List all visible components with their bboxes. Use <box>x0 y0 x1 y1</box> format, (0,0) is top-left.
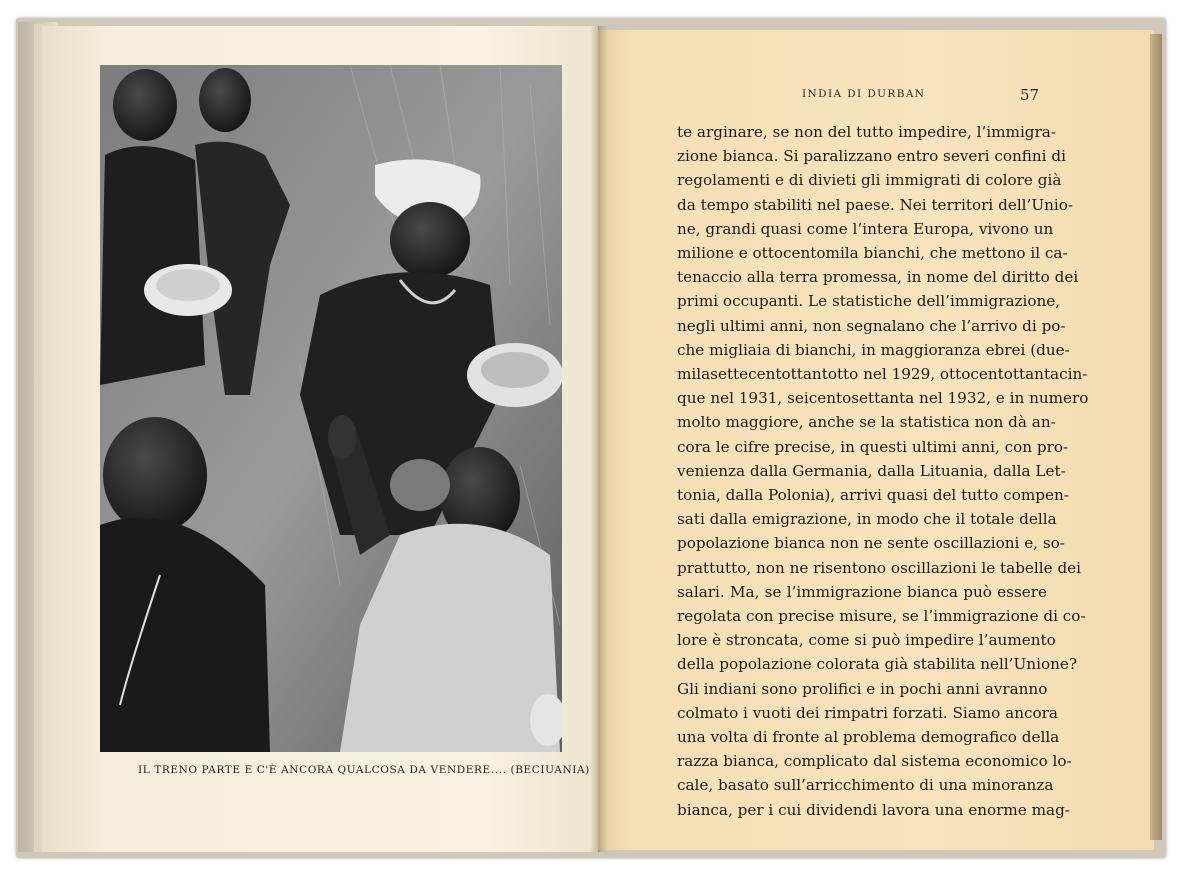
running-head: INDIA DI DURBAN <box>802 88 926 100</box>
text-line: sati dalla emigrazione, in modo che il totale della <box>677 510 1057 529</box>
text-line: da tempo stabiliti nel paese. Nei territori dell’Unio- <box>677 195 1074 214</box>
page-number: 57 <box>1020 86 1040 104</box>
text-line: regolamenti e di divieti gli immigrati di colore già <box>677 171 1062 190</box>
text-line: prattutto, non ne risentono oscillazioni le tabelle dei <box>677 558 1082 577</box>
text-line: razza bianca, complicato dal sistema economico lo- <box>677 752 1072 771</box>
text-line: venienza dalla Germania, dalla Lituania, dalla Let- <box>677 461 1066 480</box>
text-line: cale, basato sull’arricchimento di una minoranza <box>677 776 1054 795</box>
text-line: salari. Ma, se l’immigrazione bianca può essere <box>677 582 1047 601</box>
text-line: regolata con precise misure, se l’immigrazione di co- <box>677 607 1086 626</box>
text-line: primi occupanti. Le statistiche dell’immigrazione, <box>677 292 1061 311</box>
text-line: una volta di fronte al problema demografico della <box>677 728 1060 747</box>
text-line: ne, grandi quasi come l’intera Europa, vivono un <box>677 219 1054 238</box>
body-text <box>677 120 1089 822</box>
text-line: tonia, dalla Polonia), arrivi quasi del tutto compen- <box>677 486 1069 505</box>
text-line: lore è stroncata, come si può impedire l’aumento <box>677 631 1056 650</box>
book-gutter <box>590 26 608 852</box>
text-line: negli ultimi anni, non segnalano che l’arrivo di po- <box>677 316 1066 335</box>
text-line: milione e ottocentomila bianchi, che mettono il ca- <box>677 244 1068 263</box>
photograph <box>100 65 562 752</box>
text-line: te arginare, se non del tutto impedire, l’immigra- <box>677 123 1056 141</box>
page-stack-right <box>1150 34 1162 840</box>
text-line: della popolazione colorata già stabilita nell’Unione? <box>677 655 1077 674</box>
text-line: popolazione bianca non ne sente oscillazioni e, so- <box>677 534 1065 553</box>
text-line: Gli indiani sono prolifici e in pochi anni avranno <box>677 679 1048 698</box>
text-line: molto maggiore, anche se la statistica non dà an- <box>677 413 1056 432</box>
text-line: tenaccio alla terra promessa, in nome del diritto dei <box>677 268 1079 287</box>
text-line: milasettecentottantotto nel 1929, ottocentottantacin- <box>677 365 1088 384</box>
text-line: zione bianca. Si paralizzano entro severi confini di <box>677 147 1066 166</box>
text-line: colmato i vuoti dei rimpatri forzati. Siamo ancora <box>677 703 1058 722</box>
text-line: cora le cifre precise, in questi ultimi anni, con pro- <box>677 437 1069 456</box>
text-line: bianca, per i cui dividendi lavora una enorme mag- <box>677 800 1070 819</box>
photo-caption: IL TRENO PARTE E C'È ANCORA QUALCOSA DA VENDERE.... (BECIUANIA) <box>138 764 590 776</box>
text-line: que nel 1931, seicentosettanta nel 1932, e in numero <box>677 389 1089 408</box>
text-line: che migliaia di bianchi, in maggioranza ebrei (due- <box>677 340 1070 359</box>
